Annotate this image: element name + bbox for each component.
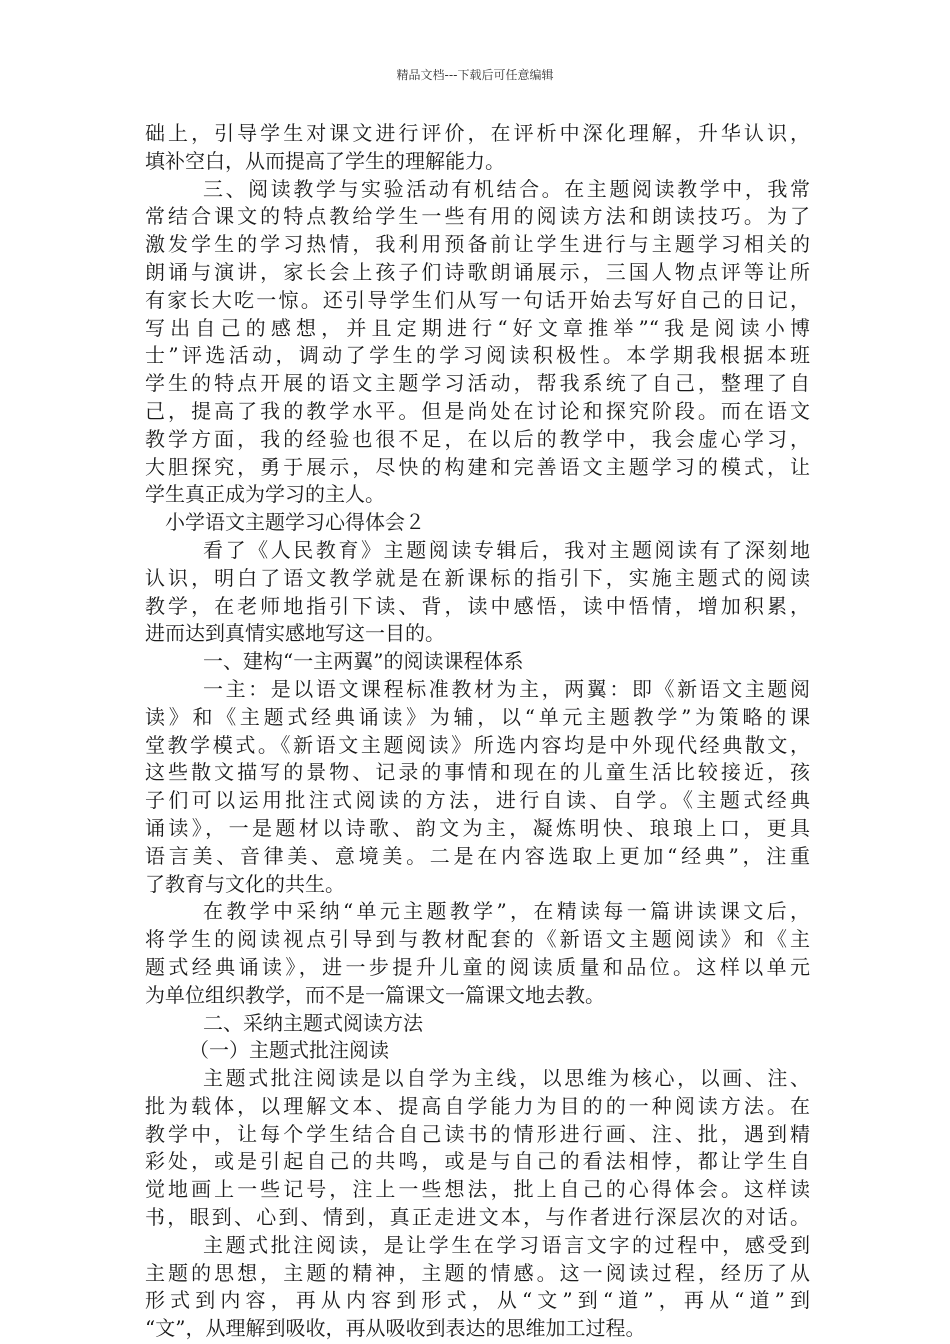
text-line: 二、采纳主题式阅读方法 — [203, 1010, 423, 1035]
text-line: 认识，明白了语文教学就是在新课标的指引下，实施主题式的阅读 — [145, 565, 810, 590]
text-line: 主题的思想，主题的精神，主题的情感。这一阅读过程，经历了从 — [145, 1260, 810, 1285]
text-line: 朗诵与演讲，家长会上孩子们诗歌朗诵展示，三国人物点评等让所 — [145, 259, 810, 284]
text-line: 语言美、音律美、意境美。二是在内容选取上更加“经典”，注重 — [145, 843, 810, 868]
text-line: 己，提高了我的教学水平。但是尚处在讨论和探究阶段。而在语文 — [145, 398, 810, 423]
text-line: 看了《人民教育》主题阅读专辑后，我对主题阅读有了深刻地 — [203, 537, 810, 562]
text-line: 学生真正成为学习的主人。 — [145, 482, 385, 507]
text-line: 觉地画上一些记号，注上一些想法，批上自己的心得体会。这样读 — [145, 1177, 810, 1202]
text-line: 将学生的阅读视点引导到与教材配套的《新语文主题阅读》和《主 — [145, 927, 810, 952]
text-line: （一）主题式批注阅读 — [189, 1038, 389, 1063]
text-line: 题式经典诵读》，进一步提升儿童的阅读质量和品位。这样以单元 — [145, 954, 810, 979]
text-line: 进而达到真情实感地写这一目的。 — [145, 621, 445, 646]
text-line: 础上，引导学生对课文进行评价，在评析中深化理解，升华认识， — [145, 121, 810, 145]
text-line: 了教育与文化的共生。 — [145, 871, 345, 896]
text-line: 常结合课文的特点教给学生一些有用的阅读方法和朗读技巧。为了 — [145, 204, 810, 229]
text-line: 彩处，或是引起自己的共鸣，或是与自己的看法相悖，都让学生自 — [145, 1149, 810, 1174]
text-line: 激发学生的学习热情，我利用预备前让学生进行与主题学习相关的 — [145, 232, 810, 257]
text-line: 教学中，让每个学生结合自己读书的情形进行画、注、批，遇到精 — [145, 1121, 810, 1146]
text-line: 主题式批注阅读，是让学生在学习语言文字的过程中，感受到 — [203, 1232, 810, 1257]
text-line: 堂教学模式。《新语文主题阅读》所选内容均是中外现代经典散文， — [145, 732, 810, 757]
text-line: 书，眼到、心到、情到，真正走进文本，与作者进行深层次的对话。 — [145, 1205, 810, 1230]
text-line: 读》和《主题式经典诵读》为辅，以“单元主题教学”为策略的课 — [145, 704, 810, 729]
text-line: 子们可以运用批注式阅读的方法，进行自读、自学。《主题式经典 — [145, 788, 810, 813]
text-line: 教学，在老师地指引下读、背，读中感悟，读中悟情，增加积累， — [145, 593, 810, 618]
text-line: 一主：是以语文课程标准教材为主，两翼：即《新语文主题阅 — [203, 676, 810, 701]
text-line: 在教学中采纳“单元主题教学”，在精读每一篇讲读课文后， — [203, 899, 810, 924]
text-line: 士”评选活动，调动了学生的学习阅读积极性。本学期我根据本班 — [145, 343, 810, 368]
text-line: 一、建构“一主两翼”的阅读课程体系 — [203, 649, 524, 674]
text-line: 批为载体，以理解文本、提高自学能力为目的的一种阅读方法。在 — [145, 1093, 810, 1118]
text-line: 诵读》，一是题材以诗歌、韵文为主，凝炼明快、琅琅上口，更具 — [145, 815, 810, 840]
text-line: 写出自己的感想，并且定期进行“好文章推举”“我是阅读小博 — [145, 315, 810, 340]
text-line: 三、阅读教学与实验活动有机结合。在主题阅读教学中，我常 — [203, 176, 810, 201]
text-line: “文”，从理解到吸收，再从吸收到表达的思维加工过程。 — [145, 1316, 646, 1341]
text-line: 小学语文主题学习心得体会２ — [165, 510, 425, 535]
text-line: 大胆探究，勇于展示，尽快的构建和完善语文主题学习的模式，让 — [145, 454, 810, 479]
text-line: 教学方面，我的经验也很不足，在以后的教学中，我会虚心学习， — [145, 426, 810, 451]
text-line: 主题式批注阅读是以自学为主线，以思维为核心，以画、注、 — [203, 1066, 810, 1091]
text-line: 有家长大吃一惊。还引导学生们从写一句话开始去写好自己的日记， — [145, 287, 810, 312]
text-line: 这些散文描写的景物、记录的事情和现在的儿童生活比较接近，孩 — [145, 760, 810, 785]
text-line: 形式到内容，再从内容到形式，从“文”到“道”，再从“道”到 — [145, 1288, 810, 1313]
document-body — [145, 120, 810, 1343]
text-line: 填补空白，从而提高了学生的理解能力。 — [145, 148, 505, 173]
text-line: 学生的特点开展的语文主题学习活动，帮我系统了自己，整理了自 — [145, 371, 810, 396]
text-line: 为单位组织教学，而不是一篇课文一篇课文地去教。 — [145, 982, 605, 1007]
page-header: 精品文档---下载后可任意编辑 — [396, 68, 554, 82]
